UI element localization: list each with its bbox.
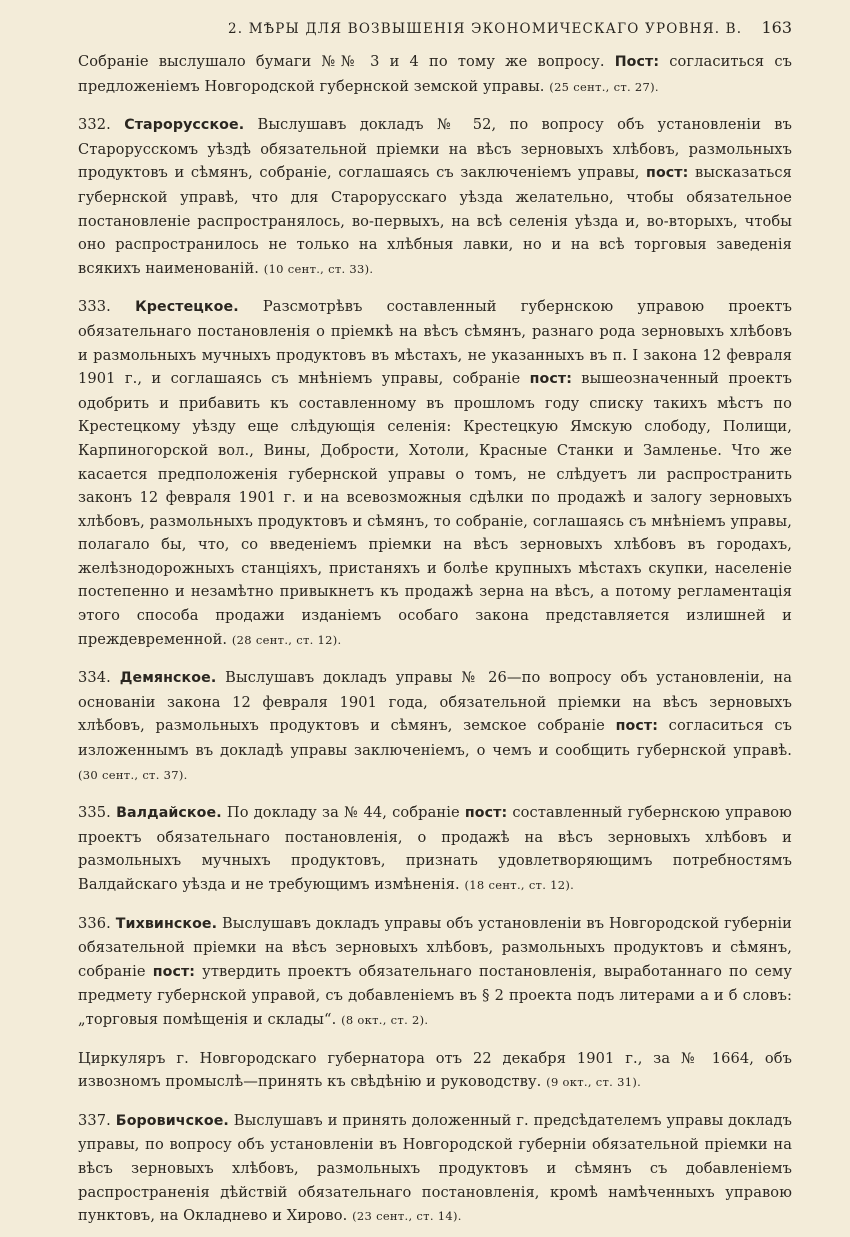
paragraph-text: Разсмотрѣвъ составленный губернскою управою проектъ обязательнаго постановленія о пріемкѣ на вѣсъ сѣмянъ, разнаго рода зерновыхъ хлѣбовъ и размольныхъ мучныхъ продуктовъ въ мѣстахъ, не указанныхъ въ п. I закона 12 февраля 1901 г., и соглашаясь съ мнѣніемъ управы, собраніе	[78, 298, 792, 388]
paragraph-number: 335.	[78, 804, 111, 822]
paragraph-text: По докладу за № 44, собраніе	[221, 804, 465, 822]
citation: (18 сент., ст. 12).	[464, 878, 575, 892]
paragraph-text: Циркуляръ г. Новгородскаго губернатора отъ 22 декабря 1901 г., за № 1664, объ извозномъ промыслѣ—принять къ свѣдѣнію и руководству.	[78, 1049, 792, 1091]
resolution-label: пост:	[529, 371, 572, 388]
paragraph-text: согласиться съ предложеніемъ Новгородской губернской земской управы.	[78, 53, 792, 95]
paragraph-text: Выслушавъ докладъ управы № 26—по вопросу объ установленіи, на основаніи закона 12 февраля 1901 года, обязательной пріемки на вѣсъ зерновыхъ хлѣбовъ, размольныхъ продуктовъ и сѣмянъ, земское собраніе	[78, 669, 792, 735]
paragraph-text: Собраніе выслушало бумаги №№ 3 и 4 по тому же вопросу.	[78, 53, 615, 70]
paragraph-text: вышеозначенный проектъ одобрить и прибавить къ составленному въ прошломъ году списку такихъ мѣстъ по Крестецкому уѣзду еще слѣдующія селенія: Крестецкую Ямскую слободу, Полищи, Карпиногорской вол., Вины, Добрости, Хотоли, Красные Станки и Замленье. Что же касается предположенія губернской управы о томъ, не слѣдуетъ ли распространить законъ 12 февраля 1901 г. и на всевозможныя сдѣлки по продажѣ и залогу зерновыхъ хлѣбовъ, размольныхъ продуктовъ и сѣмянъ, то собраніе, соглашаясь съ мнѣніемъ управы, полагало бы, что, со введеніемъ пріемки на вѣсъ зерновыхъ хлѣбовъ въ городахъ, желѣзнодорожныхъ станціяхъ, пристаняхъ и болѣе крупныхъ мѣстахъ скупки, населеніе постепенно и незамѣтно привыкнетъ къ продажѣ зерна на вѣсъ, а потому регламентація этого способа продажи изданіемъ особаго закона представляется излишней и преждевременной.	[78, 370, 793, 648]
paragraph-337	[78, 1109, 792, 1229]
paragraph-text: согласиться съ изложеннымъ въ докладѣ управы заключеніемъ, о чемъ и сообщить губернской управѣ.	[78, 717, 792, 760]
paragraph-text: Выслушавъ и принять доложенный г. предсѣдателемъ управы докладъ управы, по вопросу объ установленіи въ Новгородской губерніи обязательной пріемки на вѣсъ зерновыхъ хлѣбовъ, размольныхъ продуктовъ и сѣмянъ съ добавленіемъ распространенія дѣйствій обязательнаго постановленія, кромѣ намѣченныхъ управою пунктовъ, на Окладнево и Хирово.	[78, 1111, 792, 1225]
paragraph-text: утвердить проектъ обязательнаго постановленія, выработаннаго по сему предмету губернской управой, съ добавленіемъ въ § 2 проекта подъ литерами а и б словъ: „торговыя помѣщенія и склады“.	[78, 962, 793, 1028]
resolution-label: пост:	[152, 963, 196, 980]
resolution-label: пост:	[615, 718, 658, 735]
paragraph-intro	[78, 50, 792, 99]
citation: (25 сент., ст. 27).	[549, 79, 659, 94]
county-name: Валдайское.	[116, 805, 222, 822]
running-title: 2. МѢРЫ ДЛЯ ВОЗВЫШЕНІЯ ЭКОНОМИЧЕСКАГО УРОВНЯ. В.	[228, 21, 743, 37]
citation: (9 окт., ст. 31).	[546, 1075, 642, 1090]
page-number: 163	[761, 18, 792, 37]
paragraph-number: 332.	[78, 116, 111, 134]
paragraph-circular	[78, 1047, 792, 1095]
paragraph-text: Выслушавъ докладъ № 52, по вопросу объ установленіи въ Старорусскомъ уѣздѣ обязательной пріемки на вѣсъ зерновыхъ хлѣбовъ, размольныхъ продуктовъ и сѣмянъ, собраніе, соглашаясь съ заключеніемъ управы,	[78, 116, 792, 182]
paragraph-number: 336.	[78, 914, 111, 932]
county-name: Демянское.	[119, 670, 217, 687]
citation: (28 сент., ст. 12).	[231, 632, 342, 647]
paragraph-number: 337.	[78, 1111, 111, 1129]
citation: (10 сент., ст. 33).	[263, 261, 374, 276]
resolution-label: пост:	[464, 805, 508, 822]
county-name: Старорусское.	[124, 117, 245, 134]
paragraph-332	[78, 113, 792, 281]
paragraph-333	[78, 295, 792, 652]
running-header	[78, 18, 792, 50]
paragraph-text: Выслушавъ докладъ управы объ установленіи въ Новгородской губерніи обязательной пріемки на вѣсъ зерновыхъ хлѣбовъ, размольныхъ продуктовъ и сѣмянъ, собраніе	[78, 914, 793, 980]
paragraph-text: высказаться губернской управѣ, что для Старорусскаго уѣзда желательно, чтобы обязательное постановленіе распространялось, во-первыхъ, на всѣ селенія уѣзда и, во-вторыхъ, чтобы оно распространилось не только на хлѣбныя лавки, но и на всѣ торговыя заведенія всякихъ наименованій.	[78, 164, 792, 277]
county-name: Тихвинское.	[115, 915, 218, 932]
citation: (8 окт., ст. 2).	[341, 1012, 429, 1027]
paragraph-number: 334.	[78, 669, 111, 687]
county-name: Крестецкое.	[135, 299, 239, 316]
paragraph-335	[78, 801, 792, 897]
resolution-label: пост:	[646, 165, 689, 182]
paragraph-336	[78, 912, 792, 1033]
resolution-label: Пост:	[614, 54, 660, 70]
citation: (30 сент., ст. 37).	[78, 767, 188, 782]
paragraph-text: составленный губернскою управою проектъ обязательнаго постановленія, о продажѣ на вѣсъ зерновыхъ хлѣбовъ и размольныхъ мучныхъ продуктовъ, признать удовлетворяющимъ потребностямъ Валдайскаго уѣзда и не требующимъ измѣненія.	[78, 804, 792, 893]
county-name: Боровичское.	[115, 1112, 229, 1129]
paragraph-334	[78, 666, 792, 787]
paragraph-number: 333.	[78, 298, 111, 316]
citation: (23 сент., ст. 14).	[352, 1209, 462, 1224]
